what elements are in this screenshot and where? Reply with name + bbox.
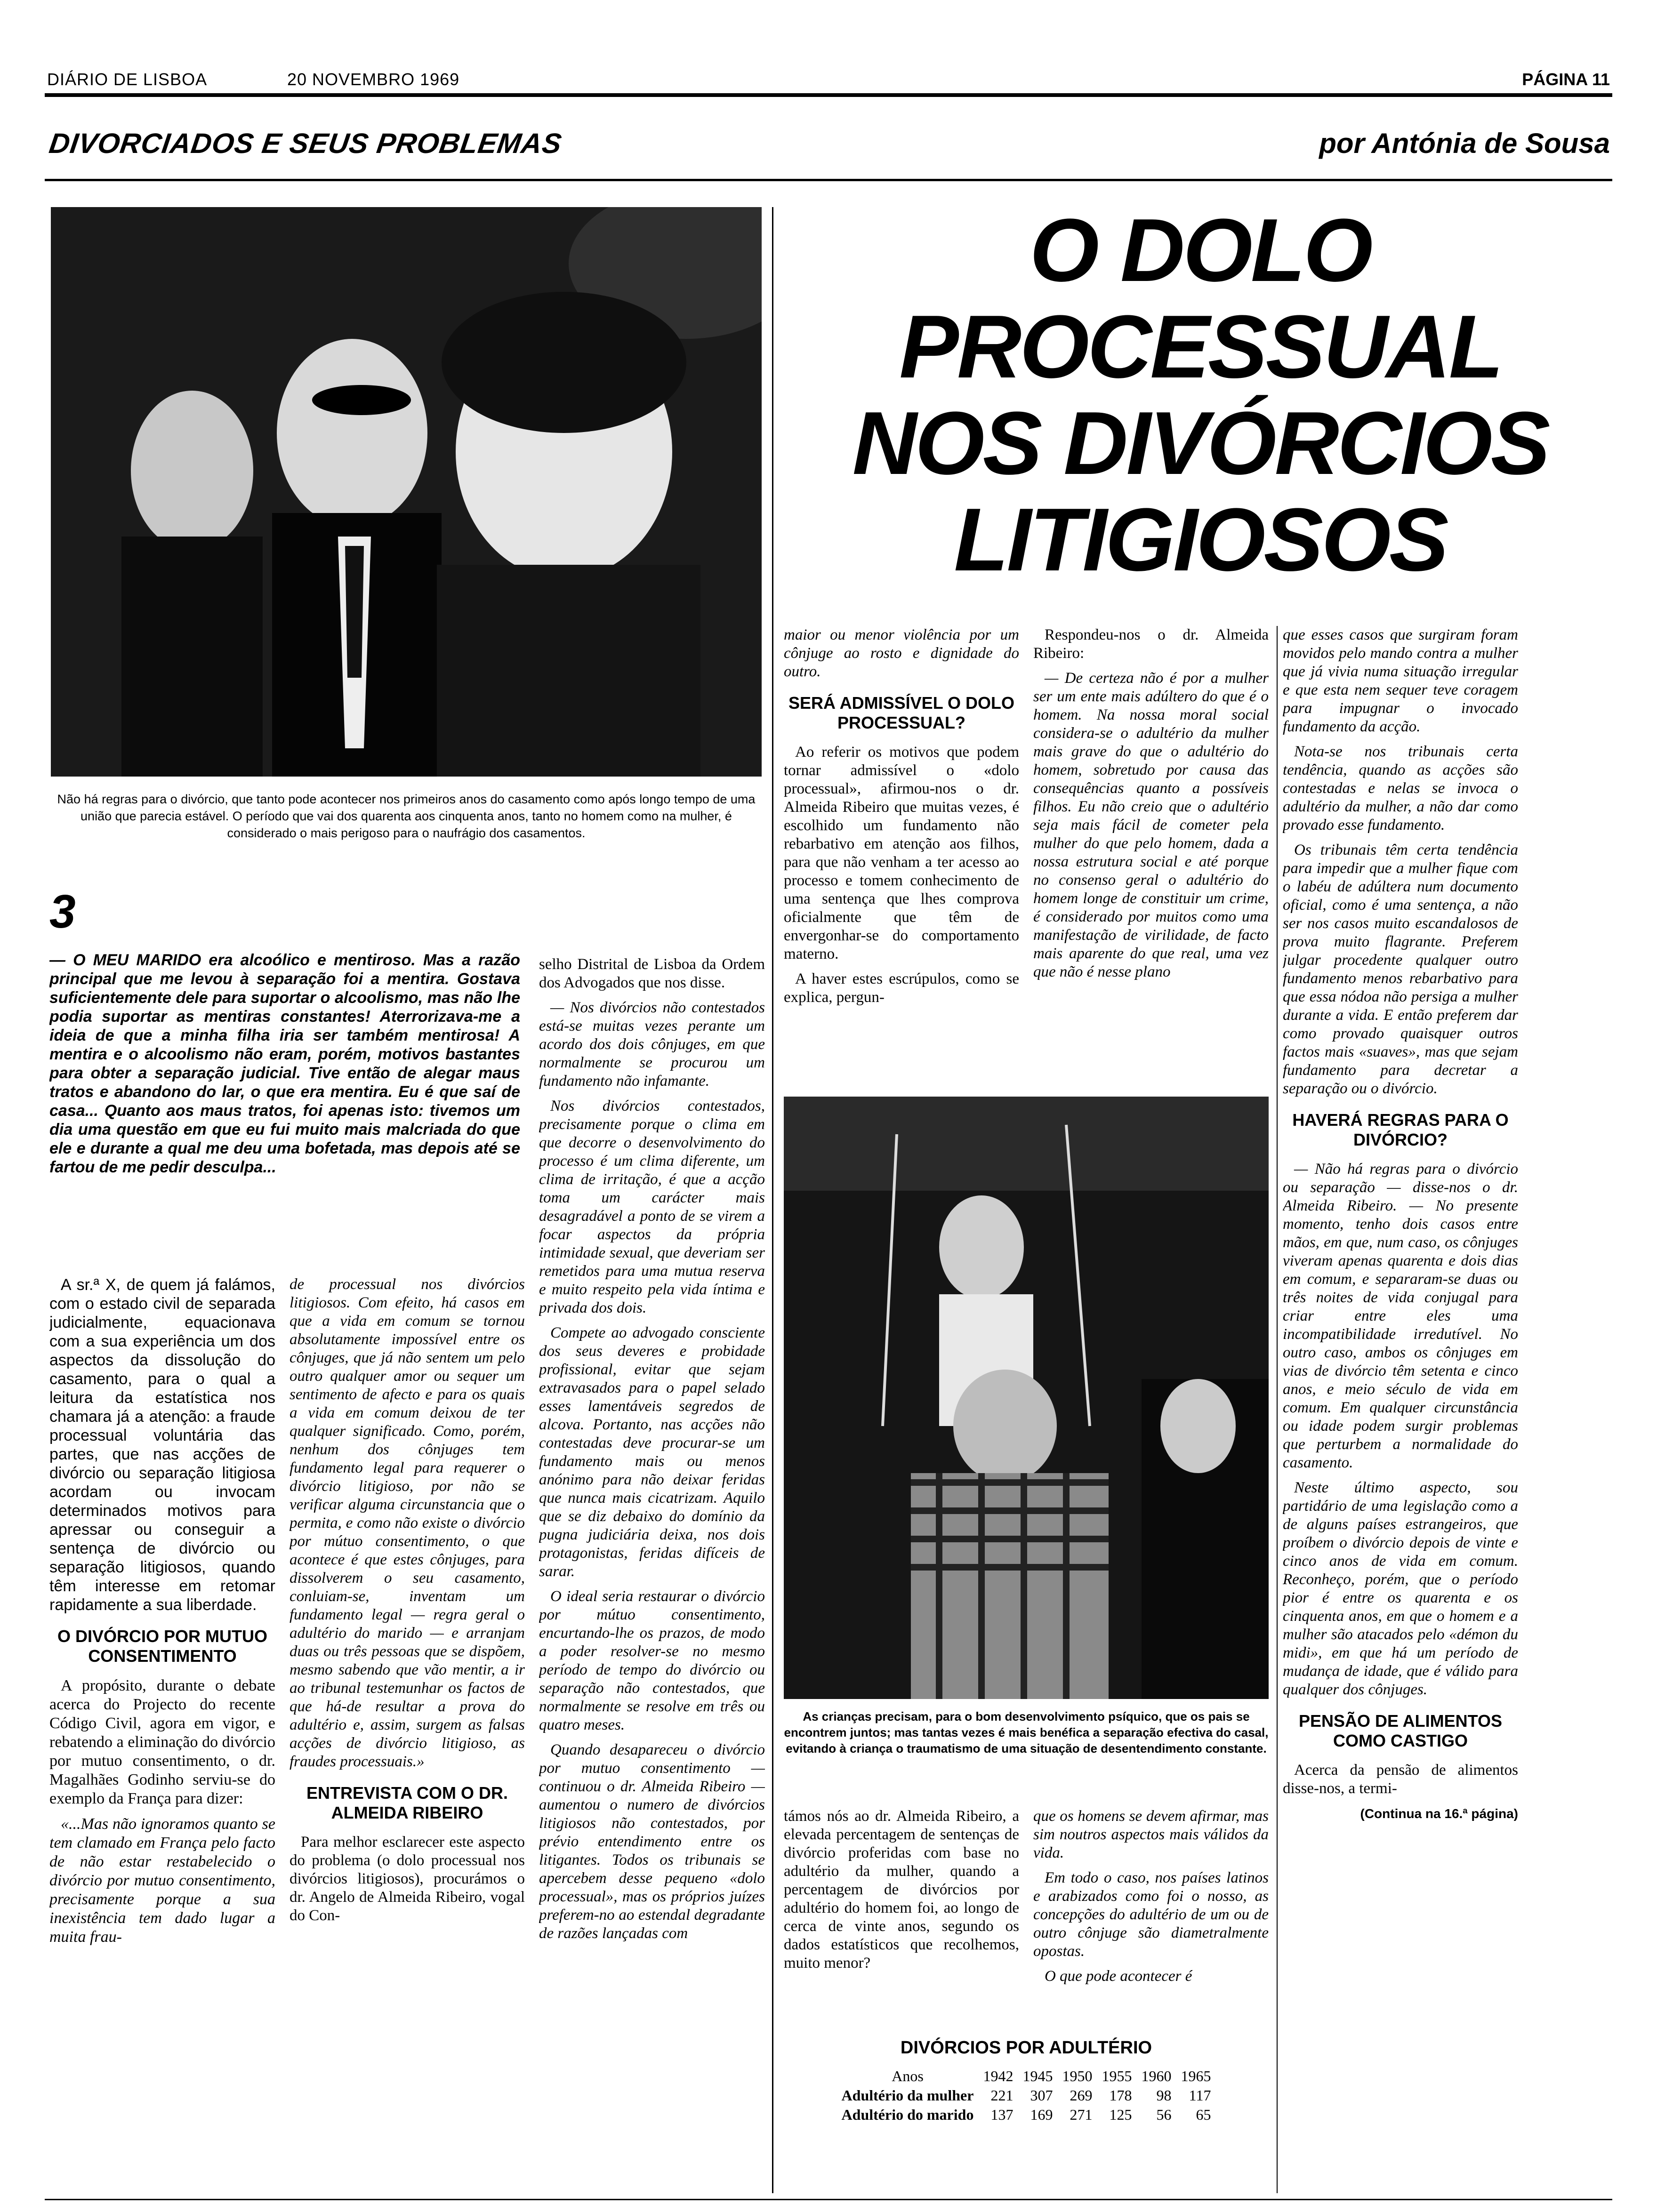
col6-paragraph-6: Acerca da pensão de alimentos disse-nos, a termi- [1283, 1762, 1518, 1797]
stats-cell: 56 [1156, 2106, 1172, 2123]
col4-paragraph-2: Ao referir os motivos que podem tornar admissível o «dolo processual», afirmou-nos o dr. Almeida Ribeiro que muitas vezes, é escolhido um fundamento não rebarbativo em atenção aos filhos, para que não venham a ter acesso ao processo e tomem conhecimento de uma sentença que lhes comprova oficialmente que têm de envergonhar-se do comportamento materno. [784, 744, 1019, 962]
article-column-3 [539, 955, 765, 2188]
masthead-rule [45, 93, 1612, 97]
headline-line-4: LITIGIOSOS [954, 490, 1447, 590]
col1-paragraph-2: A propósito, durante o debate acerca do Projecto do recente Código Civil, agora em vigor, e rebatendo a eliminação do divórcio por mutuo consentimento, o dr. Magalhães Godinho serviu-se do exemplo da França para dizer: [49, 1677, 275, 1807]
stats-cell: 269 [1070, 2087, 1093, 2104]
stats-cell: 98 [1156, 2087, 1172, 2104]
masthead-page: PÁGINA 11 [1522, 70, 1610, 89]
stats-row-label: Adultério do marido [841, 2106, 974, 2123]
stats-row-label: Adultério da mulher [841, 2087, 974, 2104]
stats-cell: 125 [1109, 2106, 1132, 2123]
stats-cell: 117 [1189, 2087, 1211, 2104]
col5-paragraph-4: Em todo o caso, nos países latinos e arabizados como foi o nosso, as concepções do adultério de um ou de outro cônjuge são diametralmente opostas. [1033, 1869, 1269, 1960]
article-column-5 [1033, 626, 1269, 1073]
col5-paragraph-3: que os homens se devem afirmar, mas sim noutros aspectos mais válidos da vida. [1033, 1808, 1269, 1861]
headline-line-2: PROCESSUAL [899, 297, 1502, 397]
stats-year: 1965 [1181, 2068, 1211, 2084]
col6-paragraph-5: Neste último aspecto, sou partidário de uma legislação como a de alguns países estrangeiros, que proíbem o divórcio depois de vinte e cinco anos de vida em comum. Reconheço, porém, que o período pior é entre os quarenta e os cinquenta anos, em que o homem e a mulher são atacados pelo «démon du midi», em que há um período de mudança de idade, que é válido para qualquer dos cônjuges. [1283, 1479, 1518, 1698]
stats-year: 1945 [1022, 2068, 1053, 2084]
col5-paragraph-1: Respondeu-nos o dr. Almeida Ribeiro: [1033, 626, 1269, 662]
col5-paragraph-5: O que pode acontecer é [1045, 1968, 1192, 1985]
col4-paragraph-1: maior ou menor violência por um cônjuge ao rosto e dignidade do outro. [784, 626, 1019, 680]
stats-row [837, 2105, 1216, 2124]
photo-couple-court [51, 207, 762, 777]
stats-header-row [837, 2067, 1216, 2086]
article-column-6 [1283, 626, 1518, 2193]
headline-line-3: NOS DIVÓRCIOS [852, 393, 1549, 493]
col6-paragraph-4: — Não há regras para o divórcio ou separação — disse-nos o dr. Almeida Ribeiro. — No presente momento, tenho dois casos entre mãos, em que, num caso, os cônjuges viveram apenas quarenta e dois dias em comum, e separaram-se duas ou três noites de vida conjugal para criar entre eles uma incompatibilidade irredutível. No outro caso, ambos os cônjuges em vias de divórcio têm setenta e cinco anos, e meio século de vida em comum. Em qualquer circunstância ou idade podem surgir problemas que perturbem a normalidade do casamento. [1283, 1161, 1518, 1471]
col4-paragraph-3: A haver estes escrúpulos, como se explica, pergun- [784, 970, 1019, 1006]
stats-table [837, 2067, 1216, 2124]
col3-paragraph-3: Nos divórcios contestados, precisamente porque o clima em que decorre o desenvolvimento do processo é um clima diferente, um clima de irritação, é que a acção toma um carácter mais desagradável a ponto de se virem a focar aspectos da própria intimidade sexual, que deveriam ser remetidos para uma mutua reserva e muito respeito pela vida íntima e privada dos dois. [539, 1098, 765, 1316]
section-title: DIVORCIADOS E SEUS PROBLEMAS [47, 128, 564, 159]
col6-paragraph-2: Nota-se nos tribunais certa tendência, quando as acções são contestadas e nelas se invoca o adultério da mulher, a não dar como provado esse fundamento. [1283, 743, 1518, 834]
stats-table-box [784, 2038, 1269, 2188]
subheading-mutuo-consentimento: O DIVÓRCIO POR MUTUO CONSENTIMENTO [57, 1627, 267, 1666]
article-column-2 [290, 1275, 525, 2188]
col6-paragraph-1: que esses casos que surgiram foram movidos pelo mando contra a mulher que já vivia numa situação irregular e que esta nem sequer teve coragem para impugnar o invocado fundamento da acção. [1283, 626, 1518, 735]
col2-paragraph-1: de processual nos divórcios litigiosos. Com efeito, há casos em que a vida em comum se tornou absolutamente impossível entre os cônjuges, que já não sentem um pelo outro qualquer amor ou sequer um sentimento de afecto e para os quais a vida em comum deixou de ter qualquer significado. Como, porém, nenhum dos cônjuges tem fundamento legal para requerer o divórcio litigioso, por não se verificar alguma circunstancia que o permita, e como não existe o divórcio por mútuo consentimento, o que acontece é que estes cônjuges, para dissolverem o seu casamento, conluiam-se, inventam um fundamento legal — regra geral o adultério do marido — e arranjam duas ou três pessoas que se dispõem, mesmo sabendo que vão mentir, a ir ao tribunal testemunhar os factos de que há-de resultar a prova do adultério e, assim, surgem as falsas acções de divórcio litigioso, as fraudes processuais.» [290, 1276, 525, 1770]
col3-paragraph-2: — Nos divórcios não contestados está-se muitas vezes perante um acordo dos dois cônjuges, em que normalmente se procurou um fundamento não infamante. [539, 999, 765, 1090]
headline [791, 202, 1610, 588]
col3-paragraph-1: selho Distrital de Lisboa da Ordem dos Advogados que nos disse. [539, 956, 765, 991]
col1-paragraph-3: «...Mas não ignoramos quanto se tem clamado em França pelo facto de não estar restabelecido o divórcio por mutuo consentimento, precisamente porque a sua inexistência tem dado lugar a muita frau- [49, 1815, 275, 1946]
photo2-caption: As crianças precisam, para o bom desenvolvimento psíquico, que os pais se encontrem juntos; mas tantas vezes é mais benéfica a separação efectiva do casal, evitando à criança o traumatismo de uma situação de desentendimento constante. [784, 1709, 1269, 1755]
column-rule-right [1277, 626, 1278, 2193]
stats-row [837, 2086, 1216, 2105]
col5-paragraph-2: — De certeza não é por a mulher ser um ente mais adúltero do que é o homem. Na nossa moral social considera-se o adultério da mulher mais grave do que o adultério do homem, sobretudo por causa das consequências quanto a possíveis filhos. Eu não creio que o adultério seja mais fácil de cometer pela mulher do que pelo homem, dada a nossa estrutura social e até porque no consenso geral o adultério do homem longe de constituir um crime, é considerado por muitos como uma manifestação de virilidade, de facto mais aparente do que real, uma vez que não é nesse plano [1033, 670, 1269, 980]
stats-cell: 178 [1109, 2087, 1132, 2104]
masthead-date: 20 NOVEMBRO 1969 [287, 70, 460, 89]
stats-cell: 271 [1070, 2106, 1093, 2123]
section-byline: por Antónia de Sousa [1319, 128, 1610, 159]
subheading-regras-divorcio: HAVERÁ REGRAS PARA O DIVÓRCIO? [1292, 1110, 1509, 1149]
intro-quote: — O MEU MARIDO era alcoólico e mentiroso. Mas a razão principal que me levou à separação foi a mentira. Gostava suficientemente dele para suportar o alcoolismo, mas não lhe podia suportar as mentiras constantes! Aterrorizava-me a ideia de que a minha filha iria ser também mentirosa! A mentira e o alcoolismo não eram, porém, motivos bastantes para obter a separação judicial. Tive então de alegar maus tratos e abandono do lar, o que era mentira. Eu é que saí de casa... Quanto aos maus tratos, foi apenas isto: tivemos um dia uma questão em que eu fui muito mais malcriada do que ele e durante a qual me deu uma bofetada, mas depois até se fartou de me pedir desculpa... [49, 951, 520, 1176]
article-column-1 [49, 1275, 275, 2188]
photo1-caption: Não há regras para o divórcio, que tanto pode acontecer nos primeiros anos do casamento como após longo tempo de uma união que parecia estável. O período que vai dos quarenta aos cinquenta anos, tanto no homem como na mulher, é considerado o mais perigoso para o naufrágio dos casamentos. [57, 792, 756, 840]
column-rule-top [772, 207, 773, 2193]
stats-cell: 169 [1030, 2106, 1053, 2123]
col3-paragraph-6: Quando desapareceu o divórcio por mutuo consentimento — continuou o dr. Almeida Ribeiro — aumentou o numero de divórcios litigiosos não contestados, por prévio entendimento entre os litigantes. Todos os tribunais se apercebem desse pequeno «dolo processual», mas os próprios juízes preferem-no ao estendal degradante de razões lançadas com [539, 1741, 765, 1942]
stats-header-label: Anos [892, 2068, 924, 2084]
section-rule [45, 179, 1612, 181]
article-column-4 [784, 626, 1019, 1073]
stats-cell: 307 [1030, 2087, 1053, 2104]
subheading-entrevista: ENTREVISTA COM O DR. ALMEIDA RIBEIRO [306, 1783, 508, 1822]
col3-paragraph-4: Compete ao advogado consciente dos seus deveres e probidade profissional, evitar que sejam extravasados para o papel selado esses lamentáveis segredos de alcova. Portanto, nas acções não contestadas deve procurar-se um fundamento mais ou menos anónimo para não deixar feridas que nunca mais cicatrizam. Aquilo que se diz debaixo do domínio da pugna judiciária deixa, nos dois protagonistas, feridas difíceis de sarar. [539, 1324, 765, 1580]
headline-line-1: O DOLO [1030, 200, 1371, 300]
stats-year: 1960 [1141, 2068, 1172, 2084]
subheading-pensao-alimentos: PENSÃO DE ALIMENTOS COMO CASTIGO [1298, 1711, 1503, 1750]
col3-paragraph-5: O ideal seria restaurar o divórcio por mútuo consentimento, encurtando-lhe os prazos, de modo a poder resolver-se no mesmo período de tempo do divórcio ou separação não contestados, que normalmente se resolve em três ou quatro meses. [539, 1588, 765, 1733]
stats-year: 1950 [1062, 2068, 1093, 2084]
page-bottom-rule [45, 2199, 1612, 2200]
stats-year: 1955 [1102, 2068, 1132, 2084]
col6-paragraph-3: Os tribunais têm certa tendência para impedir que a mulher fique com o labéu de adúltera num documento oficial, como é uma sentença, a não ser nos casos muito escandalosos de prova muito flagrante. Preferem julgar procedente qualquer outro fundamento menos rebarbativo para que essa nódoa não persiga a mulher durante a vida. E então preferem dar como provado quaisquer outros factos mais «suaves», mas que sejam fundamento para decretar a separação ou o divórcio. [1283, 842, 1518, 1097]
stats-cell: 137 [990, 2106, 1014, 2123]
article-column-5-bottom [1033, 1807, 1269, 2024]
col2-paragraph-2: Para melhor esclarecer este aspecto do problema (o dolo processual nos divórcios litigiosos), procurámos o dr. Angelo de Almeida Ribeiro, vogal do Con- [290, 1834, 525, 1924]
subheading-dolo-admissivel: SERÁ ADMISSÍVEL O DOLO PROCESSUAL? [788, 693, 1015, 732]
continued-note: (Continua na 16.ª página) [1360, 1806, 1518, 1821]
col1-paragraph-1: A sr.ª X, de quem já falámos, com o estado civil de separada judicialmente, equacionava com a sua experiência um dos aspectos da dissolução do casamento, para o qual a leitura da estatística nos chamara já a atenção: a fraude processual voluntária das partes, que nas acções de divórcio ou separação litigiosa acordam ou invocam determinados motivos para apressar ou conseguir a sentença de divórcio ou separação litigiosos, quando têm interesse em retomar rapidamente a sua liberdade. [49, 1276, 275, 1614]
stats-table-title: DIVÓRCIOS POR ADULTÉRIO [900, 2038, 1152, 2058]
stats-year: 1942 [983, 2068, 1014, 2084]
stats-cell: 221 [990, 2087, 1014, 2104]
part-number: 3 [49, 885, 76, 938]
col4-paragraph-4: támos nós ao dr. Almeida Ribeiro, a elevada percentagem de sentenças de divórcio proferidas com base no adultério da mulher, quando a percentagem de divórcios por adultério do homem foi, ao longo de cerca de vinte anos, segundo os dados estatísticos que recolhemos, muito menor? [784, 1808, 1019, 1972]
masthead-paper: DIÁRIO DE LISBOA [47, 70, 208, 89]
stats-cell: 65 [1196, 2106, 1211, 2123]
article-column-4-bottom [784, 1807, 1019, 2024]
photo-children [784, 1097, 1269, 1699]
